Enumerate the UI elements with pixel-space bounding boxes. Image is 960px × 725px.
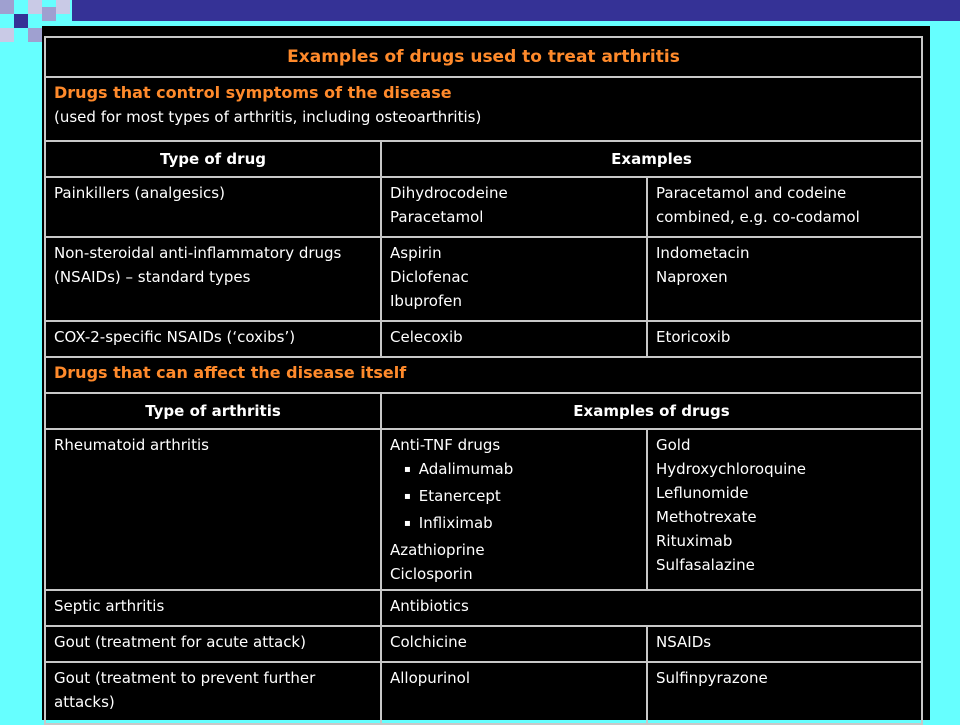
table-title-row <box>45 37 922 77</box>
examples-cell <box>647 429 922 590</box>
table-row <box>45 626 922 662</box>
type-cell: Gout (treatment for acute attack) <box>45 626 381 662</box>
table-row <box>45 177 922 237</box>
drug-name: Diclofenac <box>390 268 469 286</box>
drug-name: ▪ Adalimumab <box>390 457 638 484</box>
column-header-row <box>45 141 922 177</box>
table-row <box>45 590 922 626</box>
decor-square <box>42 7 56 21</box>
column-header: Type of drug <box>45 141 381 177</box>
drug-name: combined, e.g. co-codamol <box>656 208 860 226</box>
drug-name: Gold <box>656 436 691 454</box>
examples-cell <box>381 177 647 237</box>
table-title: Examples of drugs used to treat arthritis <box>45 37 922 77</box>
section-heading-row <box>45 77 922 141</box>
section-title: Drugs that can affect the disease itself <box>54 363 407 382</box>
drug-name: Hydroxychloroquine <box>656 460 807 478</box>
column-header: Examples <box>381 141 922 177</box>
examples-cell: Antibiotics <box>381 590 922 626</box>
examples-cell: Celecoxib <box>381 321 647 357</box>
column-header: Type of arthritis <box>45 393 381 429</box>
table-row <box>45 237 922 321</box>
drug-name: Indometacin <box>656 244 750 262</box>
type-cell: Gout (treatment to prevent further attacks) <box>45 662 381 724</box>
drug-name: ▪ Infliximab <box>390 511 638 538</box>
drug-class: Anti-TNF drugs <box>390 436 501 454</box>
drug-name: ▪ Etanercept <box>390 484 638 511</box>
type-cell: Rheumatoid arthritis <box>45 429 381 590</box>
decor-square <box>14 14 28 28</box>
examples-cell: Sulfinpyrazone <box>647 662 922 724</box>
drug-name: Azathioprine <box>390 541 485 559</box>
decor-square <box>28 28 42 42</box>
arthritis-drugs-table <box>44 36 923 725</box>
drug-name: Sulfasalazine <box>656 556 755 574</box>
table-row <box>45 662 922 724</box>
examples-cell: NSAIDs <box>647 626 922 662</box>
drug-name: Dihydrocodeine <box>390 184 508 202</box>
table-panel <box>42 26 930 720</box>
type-cell: Septic arthritis <box>45 590 381 626</box>
drug-name: Ciclosporin <box>390 565 473 583</box>
table-row <box>45 321 922 357</box>
drug-name: Naproxen <box>656 268 728 286</box>
column-header: Examples of drugs <box>381 393 922 429</box>
section-title: Drugs that control symptoms of the disease <box>54 83 452 102</box>
examples-cell: Colchicine <box>381 626 647 662</box>
examples-cell <box>647 237 922 321</box>
examples-cell <box>647 177 922 237</box>
section-heading <box>45 357 922 393</box>
drug-name: Aspirin <box>390 244 442 262</box>
section-heading <box>45 77 922 141</box>
header-decoration-bar <box>72 0 960 21</box>
examples-cell: Allopurinol <box>381 662 647 724</box>
drug-name: Paracetamol and codeine <box>656 184 847 202</box>
examples-cell: Etoricoxib <box>647 321 922 357</box>
decor-square <box>56 0 70 14</box>
decor-square <box>28 0 42 14</box>
decor-square <box>0 0 14 14</box>
drug-name: Paracetamol <box>390 208 484 226</box>
examples-cell <box>381 237 647 321</box>
drug-name: Rituximab <box>656 532 733 550</box>
type-cell: Painkillers (analgesics) <box>45 177 381 237</box>
decor-square <box>0 28 14 42</box>
type-cell: Non-steroidal anti-inflammatory drugs (NSAIDs) – standard types <box>45 237 381 321</box>
table-row <box>45 429 922 590</box>
drug-name: Leflunomide <box>656 484 749 502</box>
section-heading-row <box>45 357 922 393</box>
drug-name: Ibuprofen <box>390 292 463 310</box>
examples-cell <box>381 429 647 590</box>
column-header-row <box>45 393 922 429</box>
section-subtitle: (used for most types of arthritis, including osteoarthritis) <box>54 108 482 126</box>
drug-name: Methotrexate <box>656 508 757 526</box>
type-cell: COX-2-specific NSAIDs (‘coxibs’) <box>45 321 381 357</box>
